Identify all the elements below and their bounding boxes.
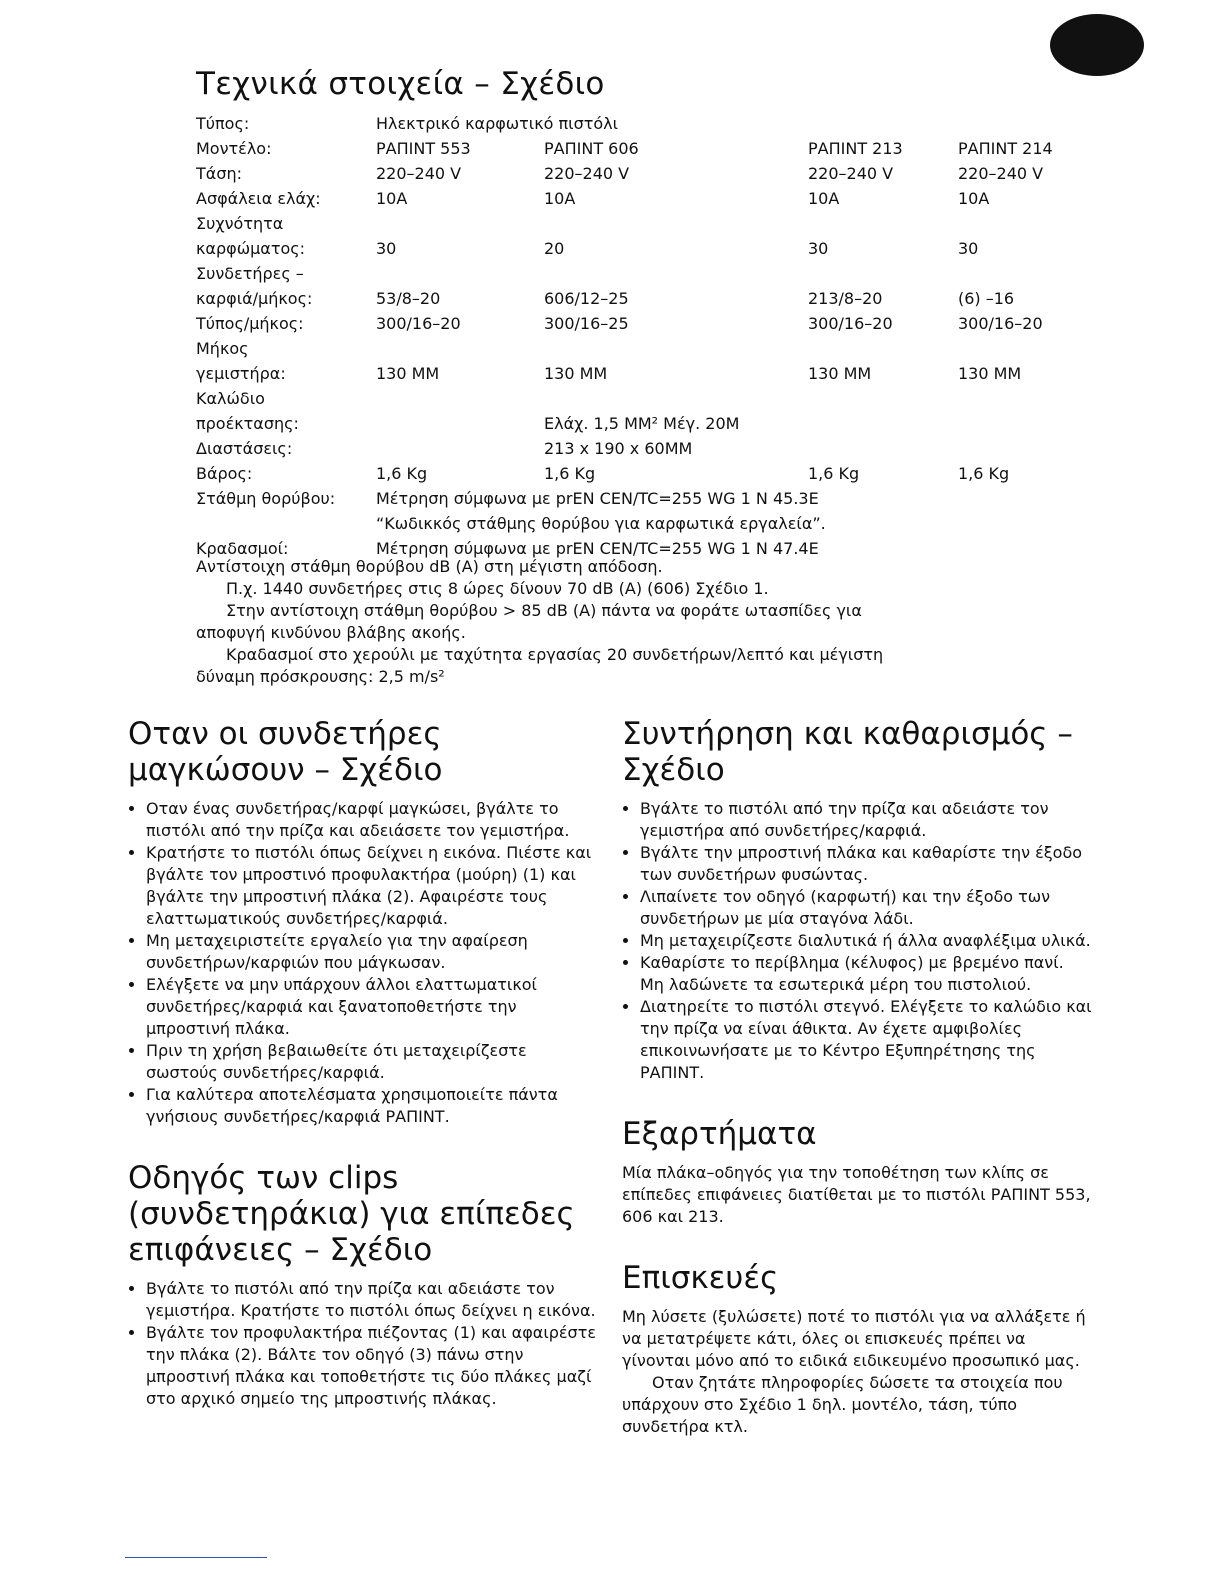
clips-section <box>128 1160 598 1410</box>
spec-value: 10A <box>958 189 990 208</box>
section-heading: Εξαρτήματα <box>622 1116 817 1152</box>
section-heading: Επισκευές <box>622 1260 779 1296</box>
note-text: Κραδασμοί στο χερούλι με ταχύτητα εργασίας 20 συνδετήρων/λεπτό και μέγιστη δύναμη πρόσκρουσης: 2,5 m/s² <box>196 645 884 686</box>
spec-value: 220–240 V <box>544 164 630 183</box>
spec-value: 130 MM <box>376 364 440 383</box>
spec-value: “Κωδικκός στάθμης θορύβου για καρφωτικά εργαλεία”. <box>376 514 826 533</box>
repairs-section <box>622 1260 1092 1438</box>
spec-value: ΡΑΠΙΝΤ 213 <box>808 139 903 158</box>
spec-label: Τύπος/μήκος: <box>196 314 304 333</box>
list-item: • Βγάλτε τον προφυλακτήρα πιέζοντας (1) και αφαιρέστε την πλάκα (2). Βάλτε τον οδηγό (3) πάνω στην μπροστινή πλάκα και τοποθετήστε τις δύο πλάκες μαζί στο αρχικό σημείο της μπροστινής πλάκας. <box>146 1322 598 1410</box>
list-item: • Λιπαίνετε τον οδηγό (καρφωτή) και την έξοδο των συνδετήρων με μία σταγόνα λάδι. <box>640 886 1092 930</box>
spec-label: Καλώδιο <box>196 389 265 408</box>
spec-label-cont: καρφιά/μήκος: <box>196 289 313 308</box>
maintenance-section <box>622 716 1092 1084</box>
section-text: Μία πλάκα–οδηγός για την τοποθέτηση των κλίπς σε επίπεδες επιφάνειες διατίθεται με το πιστόλι ΡΑΠΙΝΤ 553, 606 και 213. <box>622 1163 1091 1226</box>
spec-value: 1,6 Kg <box>544 464 596 483</box>
list-item: • Βγάλτε το πιστόλι από την πρίζα και αδειάστε τον γεμιστήρα. Κρατήστε το πιστόλι όπως δείχνει η εικόνα. <box>146 1278 598 1322</box>
spec-value: 220–240 V <box>376 164 462 183</box>
spec-value: ΡΑΠΙΝΤ 553 <box>376 139 471 158</box>
spec-label: Συνδετήρες – <box>196 264 304 283</box>
spec-label: Μήκος <box>196 339 249 358</box>
spec-value: 220–240 V <box>808 164 894 183</box>
list-item: • Καθαρίστε το περίβλημα (κέλυφος) με βρεμένο πανί. Μη λαδώνετε τα εσωτερικά μέρη του πιστολιού. <box>640 952 1092 996</box>
spec-label: Ασφάλεια ελάχ: <box>196 189 321 208</box>
list-item: • Μη μεταχειρίζεστε διαλυτικά ή άλλα αναφλέξιμα υλικά. <box>640 930 1092 952</box>
list-item: • Μη μεταχειριστείτε εργαλείο για την αφαίρεση συνδετήρων/καρφιών που μάγκωσαν. <box>146 930 598 974</box>
list-item: • Οταν ένας συνδετήρας/καρφί μαγκώσει, βγάλτε το πιστόλι από την πρίζα και αδειάσετε τον γεμιστήρα. <box>146 798 598 842</box>
spec-label: Βάρος: <box>196 464 253 483</box>
spec-value: 1,6 Kg <box>808 464 860 483</box>
spec-value: 300/16–20 <box>808 314 893 333</box>
spec-value: 213/8–20 <box>808 289 883 308</box>
spec-label: Τύπος: <box>196 114 250 133</box>
section-text: Μη λύσετε (ξυλώσετε) ποτέ το πιστόλι για να αλλάξετε ή να μετατρέψετε κάτι, όλες οι επισκευές πρέπει να γίνονται μόνο από το ειδικά ειδικευμένο προσωπικό μας. <box>622 1307 1086 1370</box>
page-title: Τεχνικά στοιχεία – Σχέδιο <box>196 66 605 102</box>
list-item: • Για καλύτερα αποτελέσματα χρησιμοποιείτε πάντα γνήσιους συνδετήρες/καρφιά ΡΑΠΙΝΤ. <box>146 1084 598 1128</box>
page-tab-marker <box>1050 14 1144 76</box>
section-heading: Συντήρηση και καθαρισμός – Σχέδιο <box>622 716 1073 788</box>
spec-label: Μοντέλο: <box>196 139 272 158</box>
spec-value: 300/16–20 <box>958 314 1043 333</box>
spec-value: 30 <box>376 239 397 258</box>
spec-value: Ελάχ. 1,5 MM² Μέγ. 20M <box>544 414 740 433</box>
clips-list <box>128 1278 598 1410</box>
jam-section <box>128 716 598 1128</box>
spec-value: 130 MM <box>958 364 1022 383</box>
spec-value: (6) –16 <box>958 289 1015 308</box>
spec-value: ΡΑΠΙΝΤ 606 <box>544 139 639 158</box>
spec-value: ΡΑΠΙΝΤ 214 <box>958 139 1053 158</box>
spec-value: 300/16–20 <box>376 314 461 333</box>
accessories-section <box>622 1116 1092 1228</box>
spec-value: 30 <box>808 239 829 258</box>
list-item: • Κρατήστε το πιστόλι όπως δείχνει η εικόνα. Πιέστε και βγάλτε τον μπροστινό προφυλακτήρα (μούρη) (1) και βγάλτε την μπροστινή πλάκα (2). Αφαιρέστε τους ελαττωματικούς συνδετήρες/καρφιά. <box>146 842 598 930</box>
spec-value: 10A <box>376 189 408 208</box>
spec-value: 1,6 Kg <box>958 464 1010 483</box>
spec-value: 20 <box>544 239 565 258</box>
section-heading: Οταν οι συνδετήρες μαγκώσουν – Σχέδιο <box>128 716 443 788</box>
spec-label: Κραδασμοί: <box>196 539 289 558</box>
right-column <box>622 716 1092 1438</box>
spec-label-cont: προέκτασης: <box>196 414 299 433</box>
spec-label: Διαστάσεις: <box>196 439 293 458</box>
section-heading: Οδηγός των clips (συνδετηράκια) για επίπεδες επιφάνειες – Σχέδιο <box>128 1160 575 1268</box>
spec-label-cont: καρφώματος: <box>196 239 306 258</box>
spec-value: 30 <box>958 239 979 258</box>
spec-value: 1,6 Kg <box>376 464 428 483</box>
spec-value: 130 MM <box>808 364 872 383</box>
spec-label: Στάθμη θορύβου: <box>196 489 336 508</box>
spec-label: Τάση: <box>196 164 242 183</box>
section-text: Οταν ζητάτε πληροφορίες δώσετε τα στοιχεία που υπάρχουν στο Σχέδιο 1 δηλ. μοντέλο, τάση, τύπο συνδετήρα κτλ. <box>622 1373 1063 1436</box>
spec-value: 213 x 190 x 60MM <box>544 439 693 458</box>
left-column <box>128 716 598 1410</box>
list-item: • Διατηρείτε το πιστόλι στεγνό. Ελέγξετε το καλώδιο και την πρίζα να είναι άθικτα. Αν έχετε αμφιβολίες επικοινωνήσατε με το Κέντρο Εξυπηρέτησης της ΡΑΠΙΝΤ. <box>640 996 1092 1084</box>
spec-value: 10A <box>544 189 576 208</box>
spec-label: Συχνότητα <box>196 214 284 233</box>
list-item: • Βγάλτε το πιστόλι από την πρίζα και αδειάστε τον γεμιστήρα από συνδετήρες/καρφιά. <box>640 798 1092 842</box>
jam-list <box>128 798 598 1128</box>
spec-value: Ηλεκτρικό καρφωτικό πιστόλι <box>376 114 619 133</box>
list-item: • Βγάλτε την μπροστινή πλάκα και καθαρίστε την έξοδο των συνδετήρων φυσώντας. <box>640 842 1092 886</box>
spec-value: 606/12–25 <box>544 289 629 308</box>
spec-label-cont: γεμιστήρα: <box>196 364 286 383</box>
spec-value: 300/16–25 <box>544 314 629 333</box>
spec-notes <box>196 556 936 688</box>
note-text: Στην αντίστοιχη στάθμη θορύβου > 85 dB (A) πάντα να φοράτε ωτασπίδες για αποφυγή κινδύνου βλάβης ακοής. <box>196 601 862 642</box>
spec-value: 10A <box>808 189 840 208</box>
list-item: • Πριν τη χρήση βεβαιωθείτε ότι μεταχειρίζεστε σωστούς συνδετήρες/καρφιά. <box>146 1040 598 1084</box>
note-text: Π.χ. 1440 συνδετήρες στις 8 ώρες δίνουν 70 dB (A) (606) Σχέδιο 1. <box>226 579 769 598</box>
spec-value: Μέτρηση σύμφωνα με prEN CEN/TC=255 WG 1 N 45.3E <box>376 489 819 508</box>
note-text: Αντίστοιχη στάθμη θορύβου dB (A) στη μέγιστη απόδοση. <box>196 557 663 576</box>
footer-rule <box>125 1557 267 1558</box>
spec-value: 220–240 V <box>958 164 1044 183</box>
spec-value: 130 MM <box>544 364 608 383</box>
maintenance-list <box>622 798 1092 1084</box>
list-item: • Ελέγξετε να μην υπάρχουν άλλοι ελαττωματικοί συνδετήρες/καρφιά και ξανατοποθετήστε την μπροστινή πλάκα. <box>146 974 598 1040</box>
spec-value: 53/8–20 <box>376 289 441 308</box>
spec-value: Μέτρηση σύμφωνα με prEN CEN/TC=255 WG 1 N 47.4E <box>376 539 819 558</box>
